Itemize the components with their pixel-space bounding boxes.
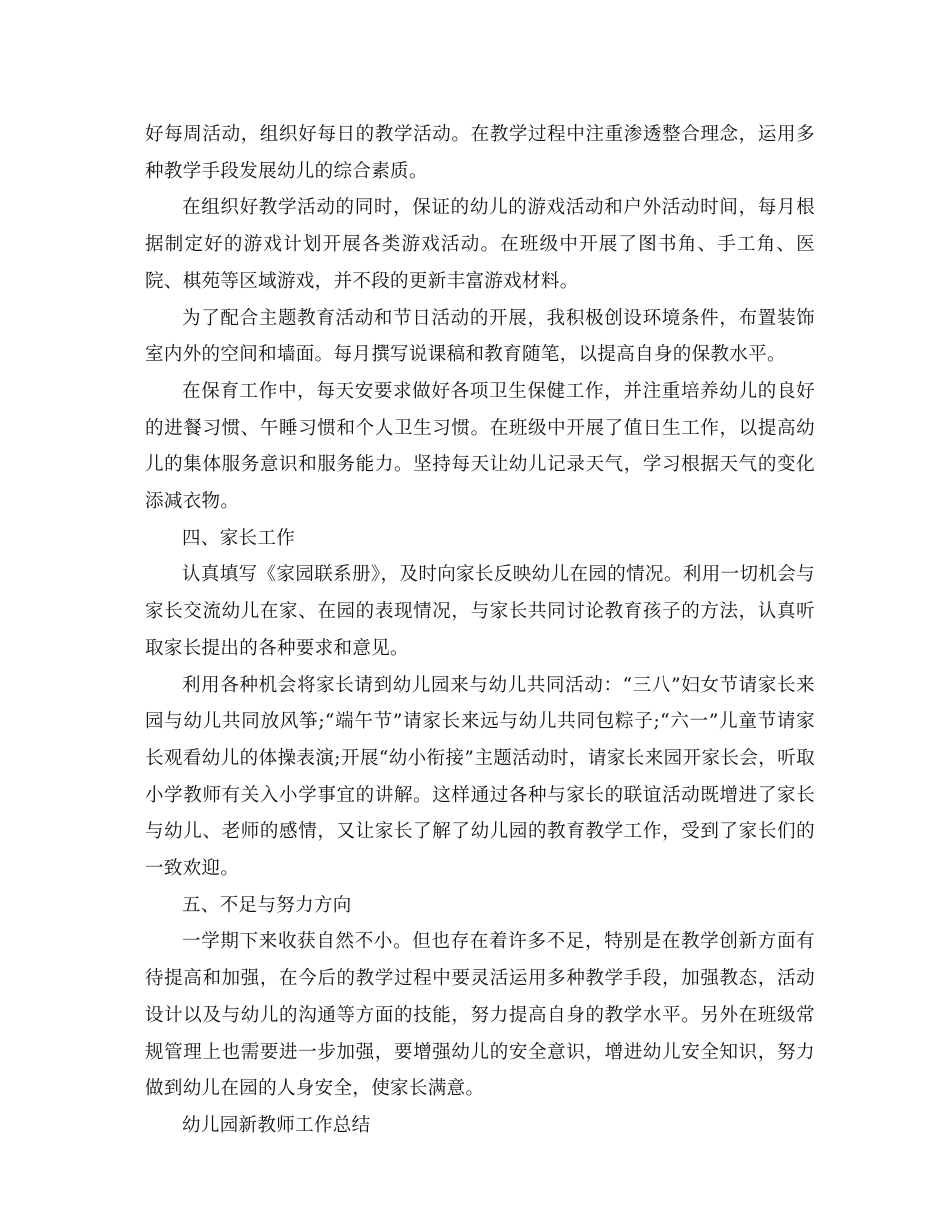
paragraph-contact-book: 认真填写《家园联系册》，及时向家长反映幼儿在园的情况。利用一切机会与家长交流幼儿在家、在园的表现情况，与家长共同讨论教育孩子的方法，认真听取家长提出的各种要求和意见。	[145, 564, 815, 659]
document-title-next: 幼儿园新教师工作总结	[182, 1114, 371, 1136]
paragraph-game-activities: 在组织好教学活动的同时，保证的幼儿的游戏活动和户外活动时间，每月根据制定好的游戏计划开展各类游戏活动。在班级中开展了图书角、手工角、医院、棋苑等区域游戏，并不段的更新丰富游戏材料。	[145, 197, 815, 292]
paragraph-care-work: 在保育工作中，每天安要求做好各项卫生保健工作，并注重培养幼儿的良好的进餐习惯、午睡习惯和个人卫生习惯。在班级中开展了值日生工作，以提高幼儿的集体服务意识和服务能力。坚持每天让幼儿记录天气，学习根据天气的变化添减衣物。	[145, 380, 815, 513]
paragraph-shortcomings: 一学期下来收获自然不小。但也存在着许多不足，特别是在教学创新方面有待提高和加强，在今后的教学过程中要灵活运用多种教学手段，加强教态，活动设计以及与幼儿的沟通等方面的技能，努力提高自身的教学水平。另外在班级常规管理上也需要进一步加强，要增强幼儿的安全意识，增进幼儿安全知识，努力做到幼儿在园的人身安全，使家长满意。	[145, 931, 815, 1100]
paragraph-environment: 为了配合主题教育活动和节日活动的开展，我积极创设环境条件，布置装饰室内外的空间和墙面。每月撰写说课稿和教育随笔，以提高自身的保教水平。	[145, 307, 815, 366]
section-heading-shortcomings: 五、不足与努力方向	[182, 894, 352, 916]
section-heading-parent-work: 四、家长工作	[182, 527, 296, 549]
paragraph-continuation: 好每周活动，组织好每日的教学活动。在教学过程中注重渗透整合理念，运用多种教学手段发展幼儿的综合素质。	[145, 124, 815, 182]
document-body	[145, 117, 815, 1145]
paragraph-parent-activities: 利用各种机会将家长请到幼儿园来与幼儿共同活动：“三八”妇女节请家长来园与幼儿共同放风筝;“端午节”请家长来远与幼儿共同包粽子;“六一”儿童节请家长观看幼儿的体操表演;开展“幼小衔接”主题活动时，请家长来园开家长会，听取小学教师有关入小学事宜的讲解。这样通过各种与家长的联谊活动既增进了家长与幼儿、老师的感情，又让家长了解了幼儿园的教育教学工作，受到了家长们的一致欢迎。	[145, 674, 815, 880]
